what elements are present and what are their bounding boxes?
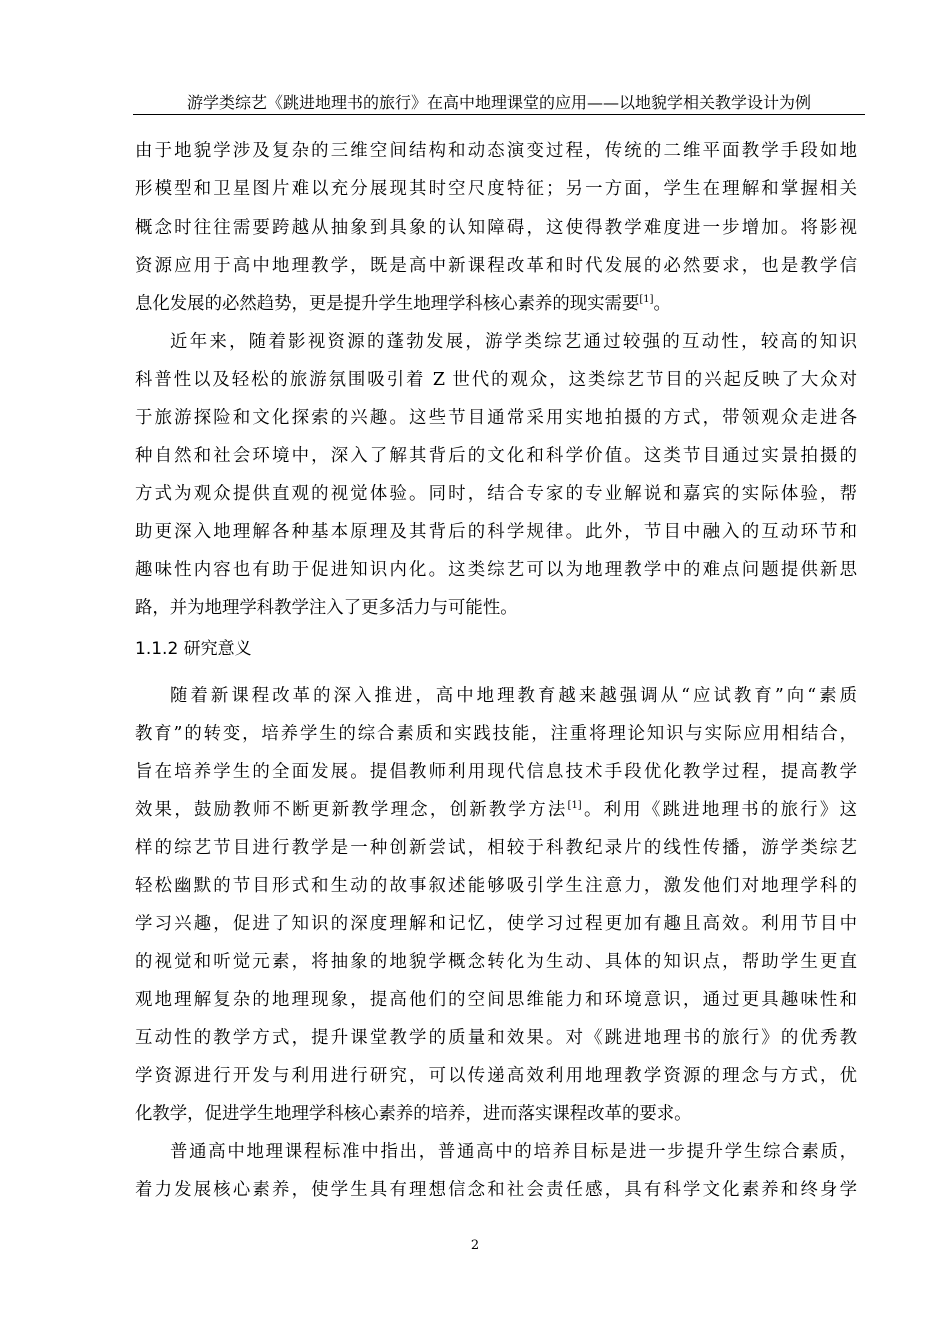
paragraph-line: 轻松幽默的节目形式和生动的故事叙述能够吸引学生注意力，激发他们对地理学科的: [135, 876, 857, 896]
paragraph-line: 助更深入地理解各种基本原理及其背后的科学规律。此外，节目中融入的互动环节和: [135, 522, 857, 542]
paragraph-line: 旨在培养学生的全面发展。提倡教师利用现代信息技术手段优化教学过程，提高教学: [135, 762, 857, 782]
text-run: 。利用《跳进地理书的旅行》这: [581, 800, 857, 820]
paragraph-line: 随着新课程改革的深入推进，高中地理教育越来越强调从“应试教育”向“素质: [170, 686, 857, 706]
paragraph-line: 化教学，促进学生地理学科核心素养的培养，进而落实课程改革的要求。: [135, 1104, 692, 1124]
paragraph-line: 形模型和卫星图片难以充分展现其时空尺度特征；另一方面，学生在理解和掌握相关: [135, 179, 857, 199]
paragraph-line: 近年来，随着影视资源的蓬勃发展，游学类综艺通过较强的互动性，较高的知识: [170, 332, 857, 352]
paragraph-line: 教育”的转变，培养学生的综合素质和实践技能，注重将理论知识与实际应用相结合，: [135, 724, 857, 744]
paragraph-line: 学资源进行开发与利用进行研究，可以传递高效利用地理教学资源的理念与方式，优: [135, 1066, 857, 1086]
paragraph-line: 方式为观众提供直观的视觉体验。同时，结合专家的专业解说和嘉宾的实际体验，帮: [135, 484, 857, 504]
text-run: 效果，鼓励教师不断更新教学理念，创新教学方法: [135, 800, 568, 820]
paragraph-line: [135, 292, 857, 316]
paragraph-line: 由于地貌学涉及复杂的三维空间结构和动态演变过程，传统的二维平面教学手段如地: [135, 141, 857, 161]
paragraph-line: 趣味性内容也有助于促进知识内化。这类综艺可以为地理教学中的难点问题提供新思: [135, 560, 857, 580]
paragraph-line: 种自然和社会环境中，深入了解其背后的文化和科学价值。这类节目通过实景拍摄的: [135, 446, 857, 466]
paragraph-line: [135, 798, 857, 822]
paragraph-line: 资源应用于高中地理教学，既是高中新课程改革和时代发展的必然要求，也是教学信: [135, 256, 857, 276]
paragraph-line: 概念时往往需要跨越从抽象到具象的认知障碍，这使得教学难度进一步增加。将影视: [135, 218, 857, 238]
paragraph-line: 路，并为地理学科教学注入了更多活力与可能性。: [135, 598, 518, 618]
citation: [1]: [567, 800, 582, 811]
citation: [1]: [639, 294, 654, 305]
page-number: 2: [470, 1238, 480, 1253]
paragraph-line: 着力发展核心素养，使学生具有理想信念和社会责任感，具有科学文化素养和终身学: [135, 1180, 857, 1200]
paragraph-line: 学习兴趣，促进了知识的深度理解和记忆，使学习过程更加有趣且高效。利用节目中: [135, 914, 857, 934]
paragraph-line: 互动性的教学方式，提升课堂教学的质量和效果。对《跳进地理书的旅行》的优秀教: [135, 1028, 857, 1048]
section-heading: 1.1.2 研究意义: [135, 639, 252, 659]
text-run: 息化发展的必然趋势，更是提升学生地理学科核心素养的现实需要: [135, 294, 640, 314]
paragraph-line: 普通高中地理课程标准中指出，普通高中的培养目标是进一步提升学生综合素质，: [170, 1142, 857, 1162]
paragraph-line: 于旅游探险和文化探索的兴趣。这些节目通常采用实地拍摄的方式，带领观众走进各: [135, 408, 857, 428]
paragraph-line: 观地理解复杂的地理现象，提高他们的空间思维能力和环境意识，通过更具趣味性和: [135, 990, 857, 1010]
running-header: 游学类综艺《跳进地理书的旅行》在高中地理课堂的应用——以地貌学相关教学设计为例: [186, 93, 811, 112]
text-run: 。: [653, 294, 671, 314]
paragraph-line: 样的综艺节目进行教学是一种创新尝试，相较于科教纪录片的线性传播，游学类综艺: [135, 838, 857, 858]
paragraph-line: 的视觉和听觉元素，将抽象的地貌学概念转化为生动、具体的知识点，帮助学生更直: [135, 952, 857, 972]
paragraph-line: 科普性以及轻松的旅游氛围吸引着 Z 世代的观众，这类综艺节目的兴起反映了大众对: [135, 370, 857, 390]
header-rule: [133, 114, 865, 115]
